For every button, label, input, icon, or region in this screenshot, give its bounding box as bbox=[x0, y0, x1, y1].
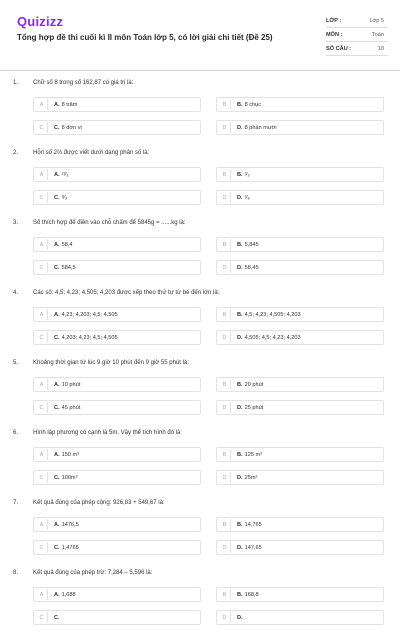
option-value: 125 m³ bbox=[244, 451, 263, 458]
question-number: 2. bbox=[13, 150, 19, 156]
option-text bbox=[237, 522, 262, 528]
option-prefix: B. bbox=[237, 591, 243, 598]
option-prefix: D. bbox=[237, 544, 243, 551]
option-value: ¹³⁄₃ bbox=[61, 171, 69, 178]
option-prefix: C. bbox=[54, 124, 60, 131]
option-prefix: A. bbox=[54, 171, 60, 178]
answer-option-b[interactable] bbox=[216, 517, 384, 532]
info-label: LỚP : bbox=[326, 17, 342, 24]
option-text bbox=[54, 475, 77, 481]
option-text bbox=[54, 522, 79, 528]
option-letter: A bbox=[36, 589, 48, 600]
answer-option-a[interactable] bbox=[33, 517, 201, 532]
answer-option-c[interactable] bbox=[33, 190, 201, 205]
option-value: 1,4765 bbox=[61, 544, 79, 551]
answer-option-d[interactable] bbox=[216, 330, 384, 345]
option-value: 8 chục bbox=[244, 101, 262, 108]
question-number: 7. bbox=[13, 500, 19, 506]
option-text bbox=[237, 102, 261, 108]
option-prefix: C. bbox=[54, 544, 60, 551]
option-letter: A bbox=[36, 169, 48, 180]
option-text bbox=[237, 312, 301, 318]
answer-option-a[interactable] bbox=[33, 97, 201, 112]
option-value: ²⁄₈ bbox=[244, 194, 250, 201]
option-text bbox=[237, 615, 245, 621]
option-letter: A bbox=[36, 519, 48, 530]
answer-option-b[interactable] bbox=[216, 237, 384, 252]
option-letter: D bbox=[219, 192, 231, 203]
option-text bbox=[237, 592, 259, 598]
answer-option-d[interactable] bbox=[216, 190, 384, 205]
answer-option-c[interactable] bbox=[33, 540, 201, 555]
option-text bbox=[54, 125, 82, 131]
option-value: 58,4 bbox=[61, 241, 73, 248]
option-value: 168,8 bbox=[244, 591, 259, 598]
info-value: Lớp 5 bbox=[369, 17, 384, 24]
option-letter: D bbox=[219, 122, 231, 133]
option-prefix: B. bbox=[237, 101, 243, 108]
question-number: 3. bbox=[13, 220, 19, 226]
option-prefix: B. bbox=[237, 311, 243, 318]
option-letter: B bbox=[219, 379, 231, 390]
question-text: Kết quả đúng của phép cộng: 926,83 + 549,67 là: bbox=[33, 500, 165, 506]
answer-option-a[interactable] bbox=[33, 447, 201, 462]
option-text bbox=[237, 195, 250, 201]
answer-option-c[interactable] bbox=[33, 470, 201, 485]
answer-option-d[interactable] bbox=[216, 540, 384, 555]
option-text bbox=[54, 592, 76, 598]
answer-option-b[interactable] bbox=[216, 97, 384, 112]
question-item bbox=[0, 356, 400, 426]
answer-option-d[interactable] bbox=[216, 400, 384, 415]
answer-option-a[interactable] bbox=[33, 237, 201, 252]
question-item bbox=[0, 426, 400, 496]
option-prefix: C. bbox=[54, 614, 60, 621]
question-number: 4. bbox=[13, 290, 19, 296]
option-letter: B bbox=[219, 589, 231, 600]
option-letter: C bbox=[36, 612, 48, 623]
answer-option-b[interactable] bbox=[216, 447, 384, 462]
option-value: 14,765 bbox=[244, 521, 262, 528]
info-row-subject bbox=[326, 28, 388, 42]
option-text bbox=[237, 382, 263, 388]
option-value: 5,845 bbox=[244, 241, 259, 248]
option-text bbox=[237, 452, 262, 458]
option-prefix: B. bbox=[237, 241, 243, 248]
info-row-class bbox=[326, 14, 388, 28]
worksheet-header bbox=[0, 0, 400, 62]
option-value: ⁸⁄₃ bbox=[61, 194, 68, 201]
option-letter: A bbox=[36, 309, 48, 320]
question-item bbox=[0, 566, 400, 636]
option-value: 25 phút bbox=[244, 404, 264, 411]
option-value: 58,45 bbox=[244, 264, 259, 271]
option-prefix: B. bbox=[237, 521, 243, 528]
answer-option-c[interactable] bbox=[33, 610, 201, 625]
answer-option-b[interactable] bbox=[216, 587, 384, 602]
answer-option-d[interactable] bbox=[216, 260, 384, 275]
option-text bbox=[237, 405, 263, 411]
question-text: Kết quả đúng của phép trừ: 7,284 – 5,596 là: bbox=[33, 570, 153, 576]
info-value: 10 bbox=[377, 45, 384, 52]
option-value: 4,505; 4,5; 4,23; 4,203 bbox=[244, 334, 301, 341]
option-prefix: D. bbox=[237, 334, 243, 341]
answer-option-c[interactable] bbox=[33, 260, 201, 275]
option-letter: B bbox=[219, 99, 231, 110]
info-box bbox=[326, 14, 388, 56]
option-text bbox=[54, 382, 80, 388]
option-prefix: D. bbox=[237, 194, 243, 201]
option-text bbox=[54, 312, 118, 318]
option-value: 8 phần mười bbox=[244, 124, 277, 131]
info-label: MÔN : bbox=[326, 31, 343, 38]
option-value: 25m³ bbox=[244, 474, 258, 481]
question-text: Các số: 4,5; 4,23; 4,505; 4,203 được xếp theo thứ tự từ bé đến lớn là: bbox=[33, 290, 220, 296]
worksheet-title: Tổng hợp đề thi cuối kì II môn Toán lớp 5, có lời giải chi tiết (Đề 25) bbox=[17, 33, 273, 42]
answer-option-d[interactable] bbox=[216, 610, 384, 625]
option-value: 8 đơn vị bbox=[61, 124, 82, 131]
option-text bbox=[54, 242, 72, 248]
option-letter: A bbox=[36, 239, 48, 250]
option-prefix: D. bbox=[237, 614, 243, 621]
option-prefix: D. bbox=[237, 404, 243, 411]
option-value: 45 phút bbox=[61, 404, 81, 411]
option-prefix: B. bbox=[237, 171, 243, 178]
option-text bbox=[54, 195, 67, 201]
answer-option-c[interactable] bbox=[33, 120, 201, 135]
option-value: 4,203; 4,23; 4,5; 4,505 bbox=[61, 334, 118, 341]
option-letter: C bbox=[36, 192, 48, 203]
option-text bbox=[54, 265, 76, 271]
option-text bbox=[237, 335, 301, 341]
option-value: 1476,5 bbox=[61, 521, 79, 528]
option-value: 4,5; 4,23; 4,505; 4,203 bbox=[244, 311, 301, 318]
question-text: Hình lập phương có cạnh là 5m. Vậy thể tích hình đó là: bbox=[33, 430, 183, 436]
option-prefix: D. bbox=[237, 124, 243, 131]
option-prefix: A. bbox=[54, 451, 60, 458]
answer-option-b[interactable] bbox=[216, 167, 384, 182]
question-item bbox=[0, 286, 400, 356]
option-text bbox=[54, 335, 118, 341]
answer-option-a[interactable] bbox=[33, 167, 201, 182]
option-letter: B bbox=[219, 519, 231, 530]
question-text: Khoảng thời gian từ lúc 9 giờ 10 phút đến 9 giờ 55 phút là: bbox=[33, 360, 189, 366]
answer-option-a[interactable] bbox=[33, 587, 201, 602]
option-prefix: D. bbox=[237, 474, 243, 481]
option-letter: C bbox=[36, 262, 48, 273]
option-text bbox=[54, 545, 79, 551]
option-text bbox=[54, 102, 77, 108]
answer-option-b[interactable] bbox=[216, 377, 384, 392]
answer-option-a[interactable] bbox=[33, 377, 201, 392]
question-item bbox=[0, 146, 400, 216]
option-letter: B bbox=[219, 309, 231, 320]
option-letter: D bbox=[219, 402, 231, 413]
option-letter: D bbox=[219, 472, 231, 483]
option-prefix: A. bbox=[54, 591, 60, 598]
option-text bbox=[237, 172, 250, 178]
option-prefix: C. bbox=[54, 334, 60, 341]
option-text bbox=[54, 172, 69, 178]
option-prefix: C. bbox=[54, 404, 60, 411]
option-letter: C bbox=[36, 542, 48, 553]
option-value: 8 trăm bbox=[61, 101, 78, 108]
question-text: Số thích hợp để điền vào chỗ chấm để 5845g = ......kg là: bbox=[33, 220, 186, 226]
info-row-question-count bbox=[326, 42, 388, 56]
info-label: SỐ CÂU : bbox=[326, 45, 352, 52]
option-prefix: A. bbox=[54, 101, 60, 108]
answer-option-b[interactable] bbox=[216, 307, 384, 322]
option-letter: A bbox=[36, 99, 48, 110]
option-text bbox=[237, 125, 277, 131]
option-prefix: A. bbox=[54, 311, 60, 318]
option-letter: C bbox=[36, 332, 48, 343]
option-value: 100m³ bbox=[61, 474, 78, 481]
option-prefix: C. bbox=[54, 264, 60, 271]
answer-option-c[interactable] bbox=[33, 400, 201, 415]
option-text bbox=[54, 452, 79, 458]
option-text bbox=[54, 405, 80, 411]
option-letter: C bbox=[36, 472, 48, 483]
option-value: 1,688 bbox=[61, 591, 76, 598]
option-value: 147,65 bbox=[244, 544, 262, 551]
question-number: 5. bbox=[13, 360, 19, 366]
option-prefix: A. bbox=[54, 381, 60, 388]
option-value: 4,23; 4,203; 4,5; 4,505 bbox=[61, 311, 118, 318]
answer-option-a[interactable] bbox=[33, 307, 201, 322]
option-text bbox=[237, 265, 259, 271]
option-prefix: D. bbox=[237, 264, 243, 271]
option-text bbox=[237, 545, 262, 551]
answer-option-d[interactable] bbox=[216, 470, 384, 485]
option-prefix: A. bbox=[54, 521, 60, 528]
option-value: 20 phút bbox=[244, 381, 264, 388]
question-number: 6. bbox=[13, 430, 19, 436]
option-prefix: B. bbox=[237, 381, 243, 388]
option-prefix: C. bbox=[54, 474, 60, 481]
option-value: 584,5 bbox=[61, 264, 76, 271]
question-number: 8. bbox=[13, 570, 19, 576]
question-item bbox=[0, 76, 400, 146]
option-letter: D bbox=[219, 612, 231, 623]
question-item bbox=[0, 216, 400, 286]
option-text bbox=[237, 242, 259, 248]
option-letter: A bbox=[36, 379, 48, 390]
option-value: ²⁄₃ bbox=[244, 171, 250, 178]
answer-option-d[interactable] bbox=[216, 120, 384, 135]
option-prefix: A. bbox=[54, 241, 60, 248]
header-divider bbox=[0, 70, 400, 71]
question-item bbox=[0, 496, 400, 566]
option-text bbox=[54, 615, 62, 621]
option-prefix: C. bbox=[54, 194, 60, 201]
option-value: 10 phút bbox=[61, 381, 81, 388]
question-text: Chữ số 8 trong số 162,87 có giá trị là: bbox=[33, 80, 134, 86]
option-letter: B bbox=[219, 169, 231, 180]
option-letter: C bbox=[36, 122, 48, 133]
question-list bbox=[0, 76, 400, 636]
option-letter: D bbox=[219, 332, 231, 343]
option-letter: B bbox=[219, 449, 231, 460]
option-prefix: B. bbox=[237, 451, 243, 458]
option-text bbox=[237, 475, 257, 481]
option-letter: D bbox=[219, 262, 231, 273]
option-letter: D bbox=[219, 542, 231, 553]
option-letter: C bbox=[36, 402, 48, 413]
option-letter: A bbox=[36, 449, 48, 460]
info-value: Toán bbox=[371, 31, 384, 38]
option-letter: B bbox=[219, 239, 231, 250]
answer-option-c[interactable] bbox=[33, 330, 201, 345]
quizizz-logo[interactable]: Quizizz bbox=[17, 14, 64, 29]
question-text: Hỗn số 2⅔ được viết dưới dạng phân số là: bbox=[33, 150, 150, 156]
question-number: 1. bbox=[13, 80, 19, 86]
option-value: 150 m³ bbox=[61, 451, 80, 458]
